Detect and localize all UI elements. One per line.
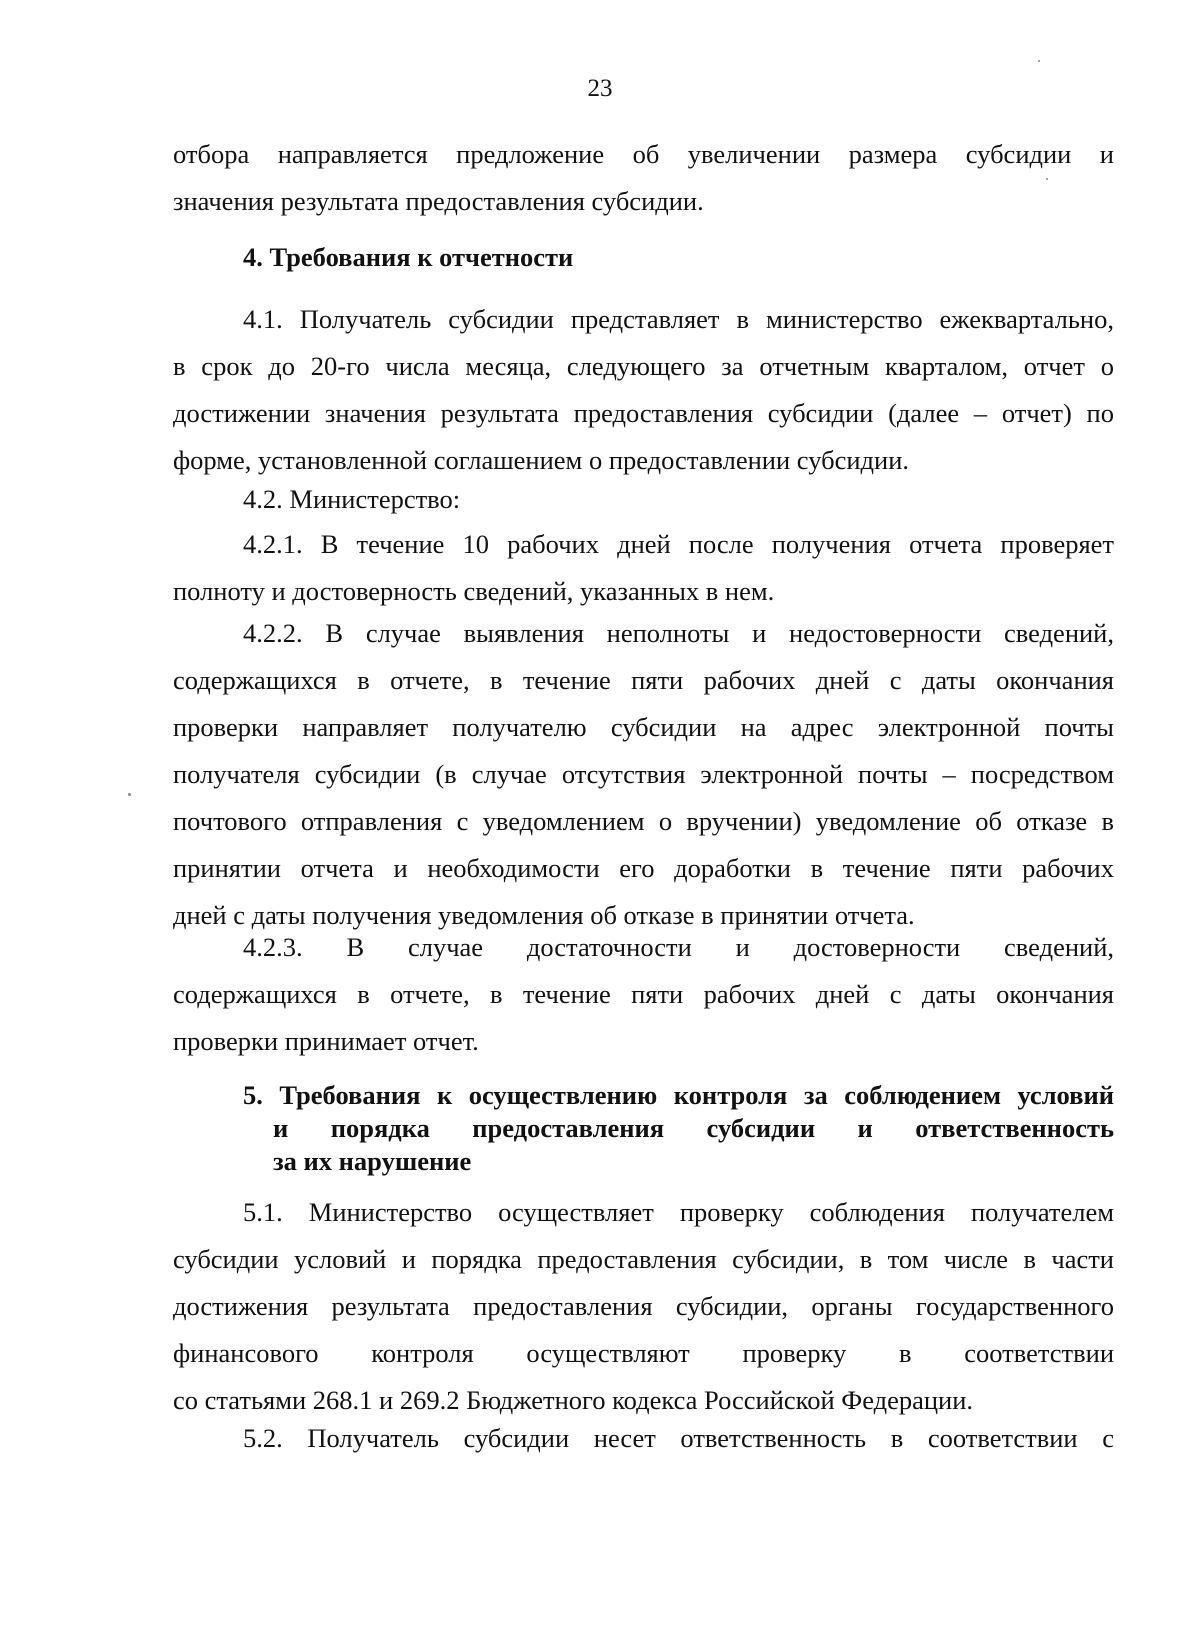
- paragraph-4-2-2: [173, 610, 1114, 939]
- text-line: 5.1. Министерство осуществляет проверку соблюдения получателем: [243, 1197, 1114, 1227]
- text-line: содержащихся в отчете, в течение пяти рабочих дней с даты окончания: [173, 979, 1114, 1009]
- section-5-heading: [243, 1079, 1114, 1178]
- text-line: 4.2.1. В течение 10 рабочих дней после получения отчета проверяет: [243, 529, 1114, 559]
- text-line: достижении значения результата предоставления субсидии (далее – отчет) по: [173, 398, 1114, 428]
- section-4-heading: 4. Требования к отчетности: [243, 242, 574, 272]
- intro-paragraph: [173, 131, 1114, 225]
- paragraph-4-2: [173, 476, 1114, 523]
- text-line: содержащихся в отчете, в течение пяти рабочих дней с даты окончания: [173, 665, 1114, 695]
- text-line: финансового контроля осуществляют проверку в соответствии: [173, 1338, 1114, 1368]
- text-line: достижения результата предоставления субсидии, органы государственного: [173, 1291, 1114, 1321]
- scan-speck: [128, 793, 131, 796]
- text-line: 4.1. Получатель субсидии представляет в министерство ежеквартально,: [243, 304, 1114, 334]
- scan-speck: [1046, 178, 1048, 180]
- text-line: проверки принимает отчет.: [173, 1026, 479, 1056]
- text-line: проверки направляет получателю субсидии на адрес электронной почты: [173, 712, 1114, 742]
- text-line: принятии отчета и необходимости его доработки в течение пяти рабочих: [173, 853, 1114, 883]
- text-line: 5.2. Получатель субсидии несет ответственность в соответствии с: [243, 1423, 1114, 1453]
- text-line: дней с даты получения уведомления об отказе в принятии отчета.: [173, 900, 915, 930]
- text-line: форме, установленной соглашением о предоставлении субсидии.: [173, 445, 910, 475]
- text-line: значения результата предоставления субсидии.: [173, 186, 704, 216]
- paragraph-4-2-3: [173, 924, 1114, 1065]
- text-line: получателя субсидии (в случае отсутствия электронной почты – посредством: [173, 759, 1114, 789]
- heading-line: и порядка предоставления субсидии и ответственность: [273, 1113, 1114, 1143]
- paragraph-4-2-1: [173, 521, 1114, 615]
- text-line: почтового отправления с уведомлением о вручении) уведомление об отказе в: [173, 806, 1114, 836]
- text-line: в срок до 20-го числа месяца, следующего за отчетным кварталом, отчет о: [173, 351, 1114, 381]
- text-line: полноту и достоверность сведений, указанных в нем.: [173, 576, 775, 606]
- text-line: со статьями 268.1 и 269.2 Бюджетного кодекса Российской Федерации.: [173, 1385, 974, 1415]
- text-line: субсидии условий и порядка предоставления субсидии, в том числе в части: [173, 1244, 1114, 1274]
- paragraph-5-2: [173, 1415, 1114, 1462]
- text-line: отбора направляется предложение об увеличении размера субсидии и: [173, 139, 1114, 169]
- text-line: 4.2.2. В случае выявления неполноты и недостоверности сведений,: [243, 618, 1114, 648]
- text-line: 4.2. Министерство:: [243, 484, 461, 514]
- scan-speck: [1038, 60, 1040, 62]
- paragraph-4-1: [173, 296, 1114, 484]
- text-line: 4.2.3. В случае достаточности и достоверности сведений,: [243, 932, 1114, 962]
- paragraph-5-1: [173, 1189, 1114, 1424]
- heading-line: 5. Требования к осуществлению контроля за соблюдением условий: [243, 1080, 1114, 1110]
- heading-line: за их нарушение: [273, 1146, 472, 1176]
- page-number: 23: [587, 75, 613, 102]
